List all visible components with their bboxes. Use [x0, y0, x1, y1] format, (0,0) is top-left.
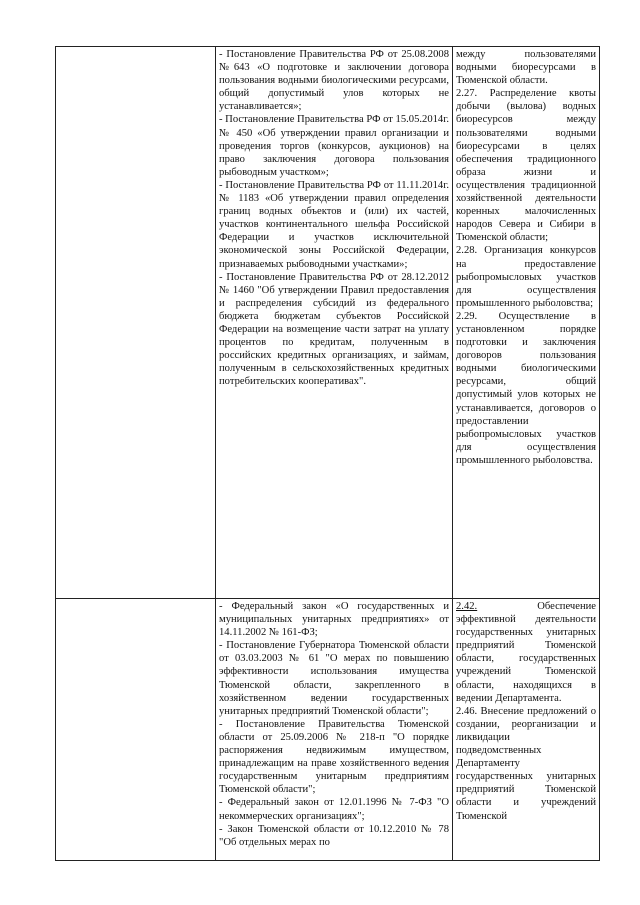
legal-basis-cell — [216, 599, 453, 861]
paragraph: - Постановление Правительства РФ от 25.08.2008 №643 «О подготовке и заключении договора пользования водными биологическими ресурсами, общий допустимый улов которых не устанавливается»; — [219, 49, 449, 113]
empty-cell — [56, 599, 216, 861]
paragraph — [456, 600, 596, 705]
paragraph: - Постановление Правительства Тюменской области от 25.09.2006 № 218-п "О порядке распоряжения недвижимым имуществом, принадлежащим на праве хозяйственного ведения государственным унитарным предприятиям Тюменской области"; — [219, 718, 449, 796]
paragraph: 2.27. Распределение квоты добычи (вылова) водных биоресурсов между пользователями водными биоресурсами в целях обеспечения традиционного образа жизни и осуществления традиционной хозяйственной деятельности коренных малочисленных народов Севера и Сибири в Тюменской области; — [456, 88, 596, 244]
item-text: Обеспечение эффективной деятельности государственных унитарных предприятий Тюменской области, государственных учреждений Тюменской области, находящихся в ведении Департамента. — [456, 601, 596, 704]
item-number: 2.42. — [456, 601, 478, 612]
paragraph: между пользователями водными биоресурсами в Тюменской области. — [456, 49, 596, 87]
regulations-table — [55, 46, 600, 861]
paragraph: - Постановление Правительства РФ от 11.11.2014г. № 1183 «Об утверждении правил определения границ водных объектов и (или) их частей, участков континентального шельфа Российской Федерации и участков исключительной экономической зоны Российской Федерации, признаваемых рыбоводными участками»; — [219, 179, 449, 270]
functions-cell — [453, 599, 600, 861]
paragraph: 2.28. Организация конкурсов на предоставление рыбопромысловых участков для осуществления промышленного рыболовства; — [456, 245, 596, 309]
paragraph: - Постановление Правительства РФ от 28.12.2012 № 1460 "Об утверждении Правил предоставления и распределения субсидий из федерального бюджета бюджетам субъектов Российской Федерации на возмещение части затрат на уплату процентов по кредитам, полученным в российских кредитных организациях, и займам, полученным в сельскохозяйственных кредитных потребительских кооперативах". — [219, 271, 449, 388]
empty-cell — [56, 47, 216, 599]
paragraph: - Закон Тюменской области от 10.12.2010 № 78 "Об отдельных мерах по — [219, 823, 449, 848]
paragraph: 2.46. Внесение предложений о создании, реорганизации и ликвидации подведомственных Департаменту государственных унитарных предприятий Тюменской области и учреждений Тюменской — [456, 705, 596, 822]
paragraph: - Федеральный закон «О государственных и муниципальных унитарных предприятиях» от 14.11.2002 № 161-ФЗ; — [219, 601, 449, 639]
table-row — [56, 47, 600, 599]
paragraph: - Федеральный закон от 12.01.1996 № 7-ФЗ "О некоммерческих организациях"; — [219, 797, 449, 822]
paragraph: - Постановление Правительства РФ от 15.05.2014г. № 450 «Об утверждении правил организации и проведения торгов (конкурсов, аукционов) на право заключения договора пользования рыбоводным участком»; — [219, 114, 450, 178]
table-row — [56, 599, 600, 861]
functions-cell — [453, 47, 600, 599]
paragraph: - Постановление Губернатора Тюменской области от 03.03.2003 № 61 "О мерах по повышению эффективности использования имущества Тюменской области, закрепленного в хозяйственном ведении государственных унитарных предприятий Тюменской области"; — [219, 640, 449, 717]
paragraph: 2.29. Осуществление в установленном порядке подготовки и заключения договоров пользования водными биологическими ресурсами, общий допустимый улов которых не устанавливается, договоров о предоставлении рыбопромысловых участков для осуществления промышленного рыболовства. — [456, 310, 596, 466]
legal-basis-cell — [216, 47, 453, 599]
